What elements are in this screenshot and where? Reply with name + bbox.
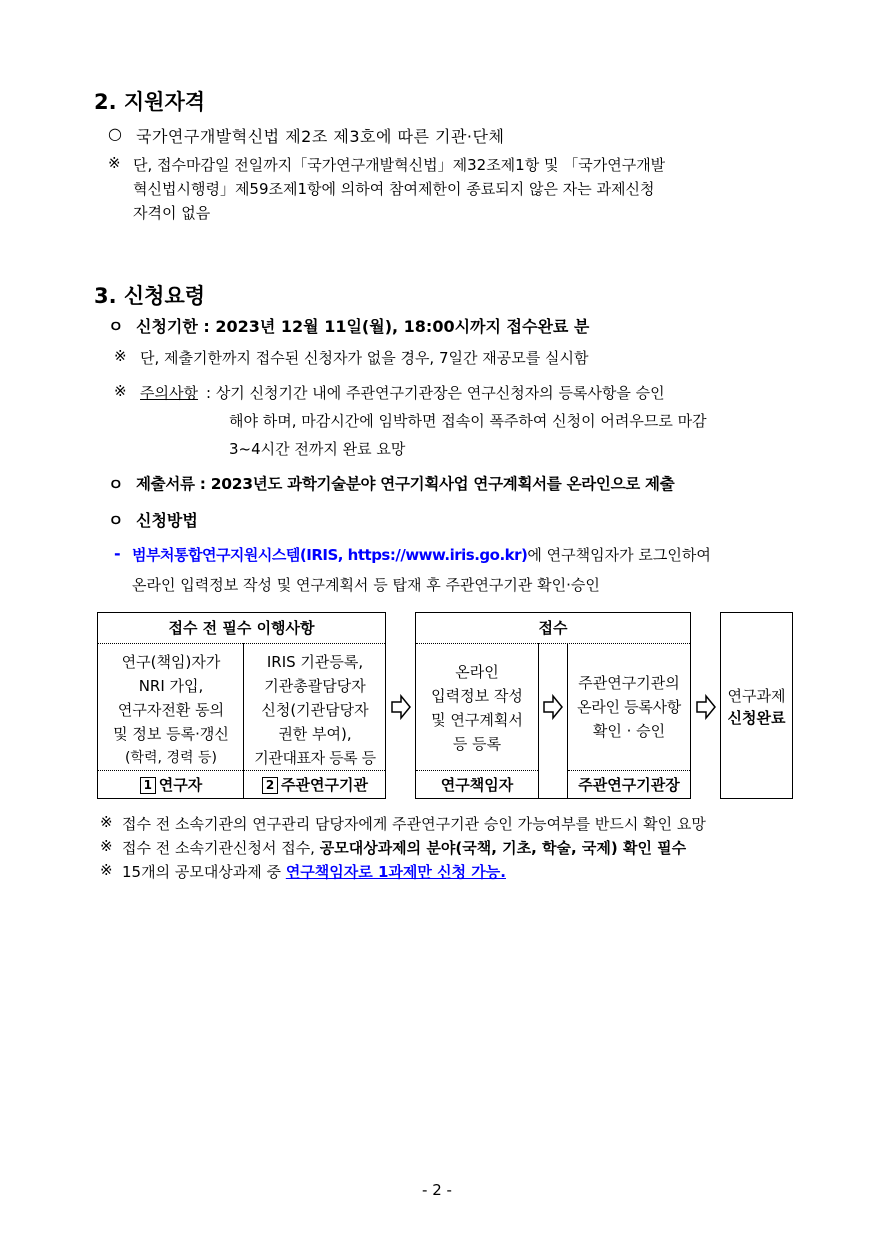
step-number-2: 2 — [262, 777, 278, 794]
head-footer: 주관연구기관장 — [578, 776, 680, 794]
completion-line2: 신청완료 — [727, 709, 786, 727]
researcher-footer: 1 연구자 — [99, 773, 243, 797]
pi-footer: 연구책임자 — [440, 776, 514, 794]
eligibility-note-line2: 혁신법시행령」제59조제1항에 의하여 참여제한이 종료되지 않은 자는 과제신청 — [133, 180, 655, 198]
note-mark: ※ — [100, 837, 113, 855]
deadline-text: 신청기한 : 2023년 12월 11일(월), 18:00시까지 접수완료 분 — [136, 317, 590, 336]
footnote-2: 접수 전 소속기관신청서 접수, 공모대상과제의 분야(국책, 기초, 학술, 국제) 확인 필수 — [122, 839, 687, 857]
bullet-mark: ㅇ — [108, 475, 124, 494]
iris-text: 에 연구책임자가 로그인하여 — [527, 546, 711, 564]
arrow-right-icon — [542, 694, 564, 720]
eligibility-note-line1: 단, 접수마감일 전일까지「국가연구개발혁신법」제32조제1항 및 「국가연구개발 — [133, 156, 666, 174]
dash-mark: - — [114, 544, 121, 563]
re-announcement-note: 단, 제출기한까지 접수된 신청자가 없을 경우, 7일간 재공모를 실시함 — [140, 349, 589, 367]
caution-line1: : 상기 신청기간 내에 주관연구기관장은 연구신청자의 등록사항을 승인 — [206, 384, 665, 402]
section3-title: 3. 신청요령 — [94, 284, 206, 308]
researcher-steps: 연구(책임)자가 NRI 가입, 연구자전환 동의 및 정보 등록·갱신 (학력, 경력 등) — [113, 653, 229, 766]
note-mark: ※ — [114, 347, 127, 365]
bullet-mark: ○ — [108, 124, 122, 143]
documents-text: 제출서류 : 2023년도 과학기술분야 연구기획사업 연구계획서를 온라인으로 제출 — [136, 475, 675, 493]
single-project-link[interactable]: 연구책임자로 1과제만 신청 가능. — [285, 863, 506, 881]
method-title: 신청방법 — [136, 511, 198, 530]
caution-line2: 해야 하며, 마감시간에 임박하면 접속이 폭주하여 신청이 어려우므로 마감 — [229, 412, 707, 430]
note-mark: ※ — [100, 813, 113, 831]
eligibility-note-line3: 자격이 없음 — [133, 204, 211, 222]
approval-steps: 주관연구기관의 온라인 등록사항 확인 · 승인 — [577, 674, 681, 740]
step-number-1: 1 — [140, 777, 156, 794]
online-registration-steps: 온라인 입력정보 작성 및 연구계획서 등 등록 — [431, 663, 523, 753]
iris-link[interactable]: 범부처통합연구지원시스템(IRIS, https://www.iris.go.kr) — [132, 546, 528, 564]
note-mark: ※ — [100, 861, 113, 879]
footnote-1: 접수 전 소속기관의 연구관리 담당자에게 주관연구기관 승인 가능여부를 반드시 확인 요망 — [122, 815, 706, 833]
note-mark: ※ — [108, 154, 121, 172]
note-mark: ※ — [114, 382, 127, 400]
institution-footer: 2 주관연구기관 — [244, 773, 386, 797]
group2-title: 접수 — [538, 619, 568, 637]
completion-line1: 연구과제 — [727, 687, 786, 705]
arrow-right-icon — [695, 694, 717, 720]
caution-line3: 3~4시간 전까지 완료 요망 — [229, 440, 406, 458]
caution-label: 주의사항 — [140, 384, 198, 402]
arrow-right-icon — [390, 694, 412, 720]
footnote-3: 15개의 공모대상과제 중 연구책임자로 1과제만 신청 가능. — [122, 863, 506, 881]
group1-title: 접수 전 필수 이행사항 — [168, 619, 315, 637]
institution-steps: IRIS 기관등록, 기관총괄담당자 신청(기관담당자 권한 부여), 기관대표자 등록 등 — [254, 653, 376, 767]
page-number: - 2 - — [422, 1181, 452, 1199]
section2-title: 2. 지원자격 — [94, 90, 206, 114]
bullet-mark: ㅇ — [108, 317, 124, 336]
bullet-mark: ㅇ — [108, 511, 124, 530]
eligibility-text: 국가연구개발혁신법 제2조 제3호에 따른 기관·단체 — [136, 127, 505, 146]
iris-line2: 온라인 입력정보 작성 및 연구계획서 등 탑재 후 주관연구기관 확인·승인 — [132, 576, 600, 594]
